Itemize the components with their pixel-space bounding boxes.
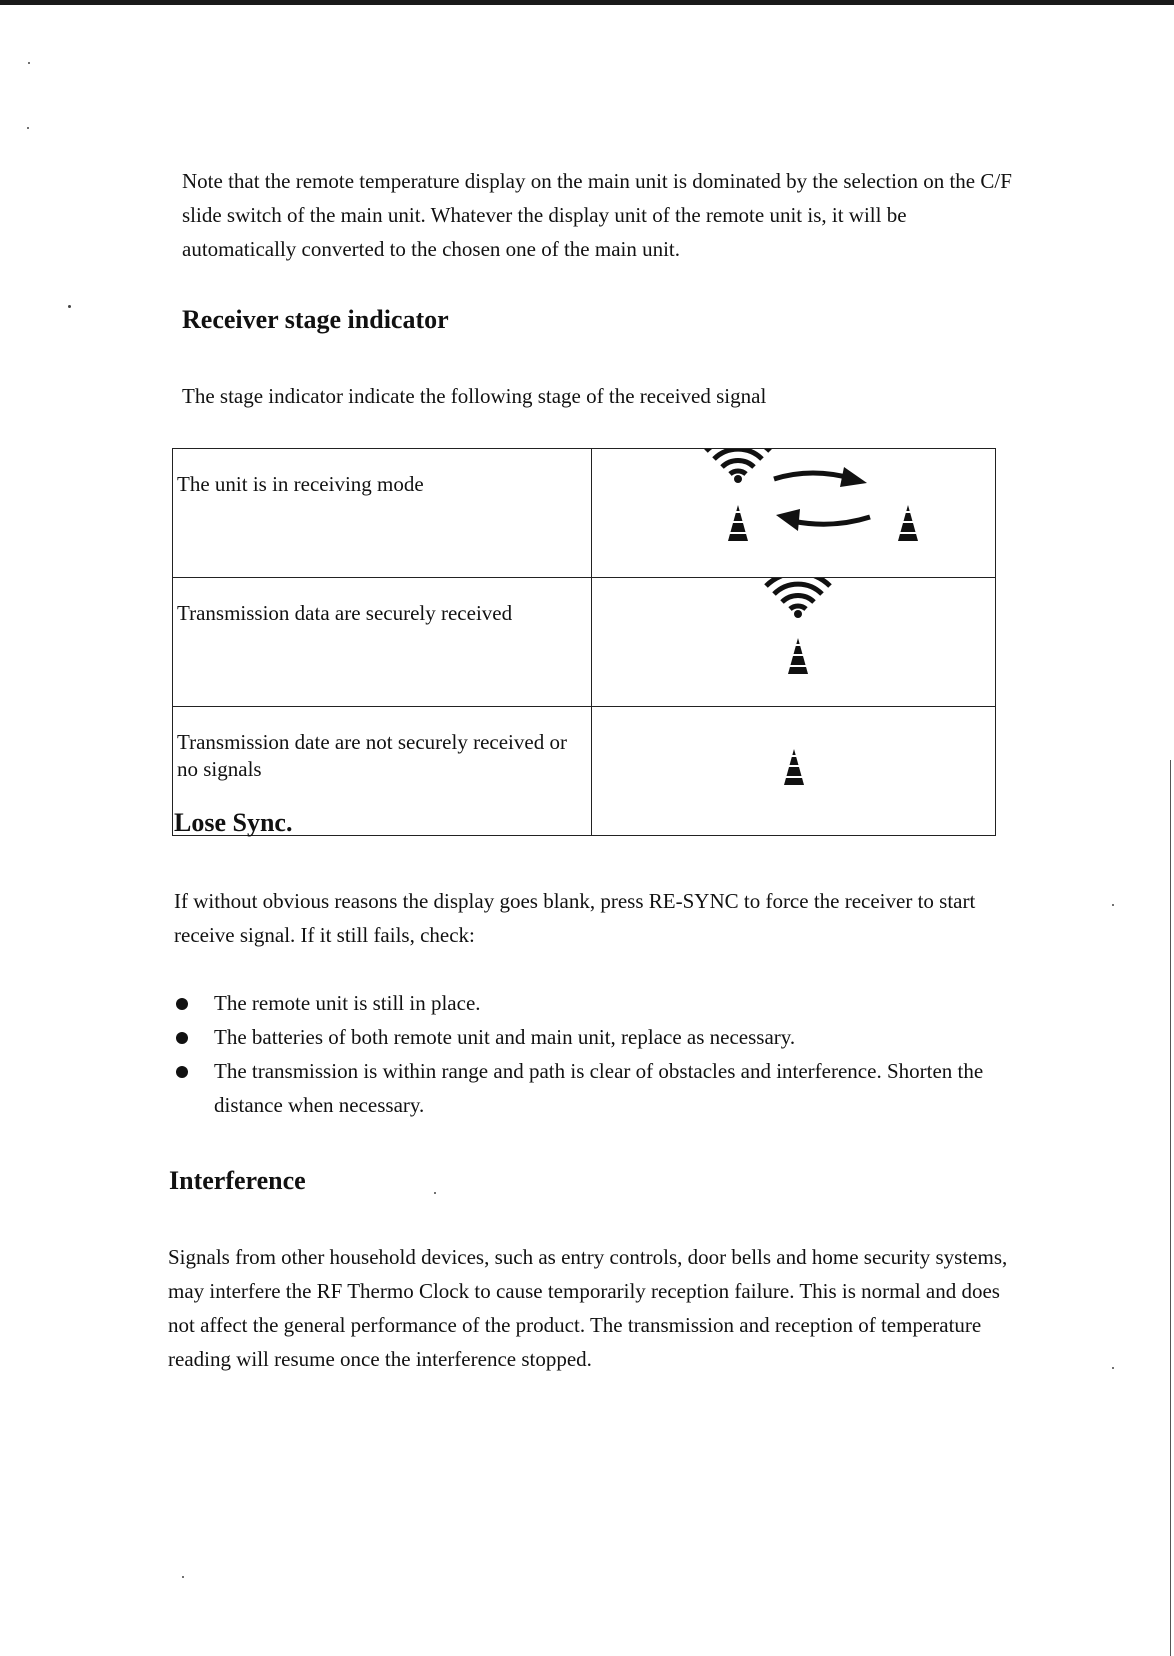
table-row	[173, 578, 996, 707]
bullet-icon	[176, 1032, 188, 1044]
check-list	[172, 986, 1012, 1122]
lose-sync-paragraph: If without obvious reasons the display goes blank, press RE-SYNC to force the receiver to start receive signal. If it still fails, check:	[174, 889, 976, 947]
scan-speck	[182, 1576, 184, 1578]
receiver-intro: The stage indicator indicate the following stage of the received signal	[182, 384, 767, 408]
list-item-text: The batteries of both remote unit and main unit, replace as necessary.	[214, 1025, 796, 1049]
scan-speck	[1112, 1367, 1114, 1369]
receiver-heading: Receiver stage indicator	[182, 305, 449, 334]
row-label: Transmission date are not securely received or no signals	[173, 707, 592, 836]
lose-sync-heading: Lose Sync.	[174, 808, 293, 837]
top-border-line	[0, 0, 1174, 5]
stage-indicator-table	[172, 448, 996, 836]
bullet-icon	[176, 1066, 188, 1078]
intro-paragraph: Note that the remote temperature display on the main unit is dominated by the selection on the C/F slide switch of the main unit. Whatever the display unit of the remote unit is, it will be automatically converted to the chosen one of the main unit.	[182, 169, 1012, 261]
interference-heading: Interference	[169, 1166, 306, 1195]
interference-paragraph: Signals from other household devices, such as entry controls, door bells and home security systems, may interfere the RF Thermo Clock to cause temporarily reception failure. This is normal and does not affect the general performance of the product. The transmission and reception of temperature reading will resume once the interference stopped.	[168, 1245, 1008, 1371]
scan-speck	[28, 62, 30, 64]
scan-speck	[68, 305, 71, 308]
table-row	[173, 707, 996, 836]
symbol-cell	[592, 707, 996, 836]
bullet-icon	[176, 998, 188, 1010]
symbol-cell	[592, 578, 996, 707]
scan-speck	[27, 127, 29, 129]
tower-with-arrows-icon	[592, 449, 1002, 555]
table-row	[173, 449, 996, 578]
tower-signal-icon	[592, 578, 1002, 684]
row-label: The unit is in receiving mode	[173, 449, 592, 578]
list-item	[172, 986, 1012, 1020]
row-label: Transmission data are securely received	[173, 578, 592, 707]
list-item	[172, 1054, 1012, 1122]
scan-speck	[434, 1192, 436, 1194]
symbol-cell	[592, 449, 996, 578]
tower-icon	[592, 707, 1002, 813]
scan-speck	[1112, 904, 1114, 906]
list-item-text: The transmission is within range and path is clear of obstacles and interference. Shorten the distance when necessary.	[214, 1059, 984, 1117]
right-scan-edge	[1170, 760, 1171, 1656]
list-item-text: The remote unit is still in place.	[214, 991, 481, 1015]
list-item	[172, 1020, 1012, 1054]
